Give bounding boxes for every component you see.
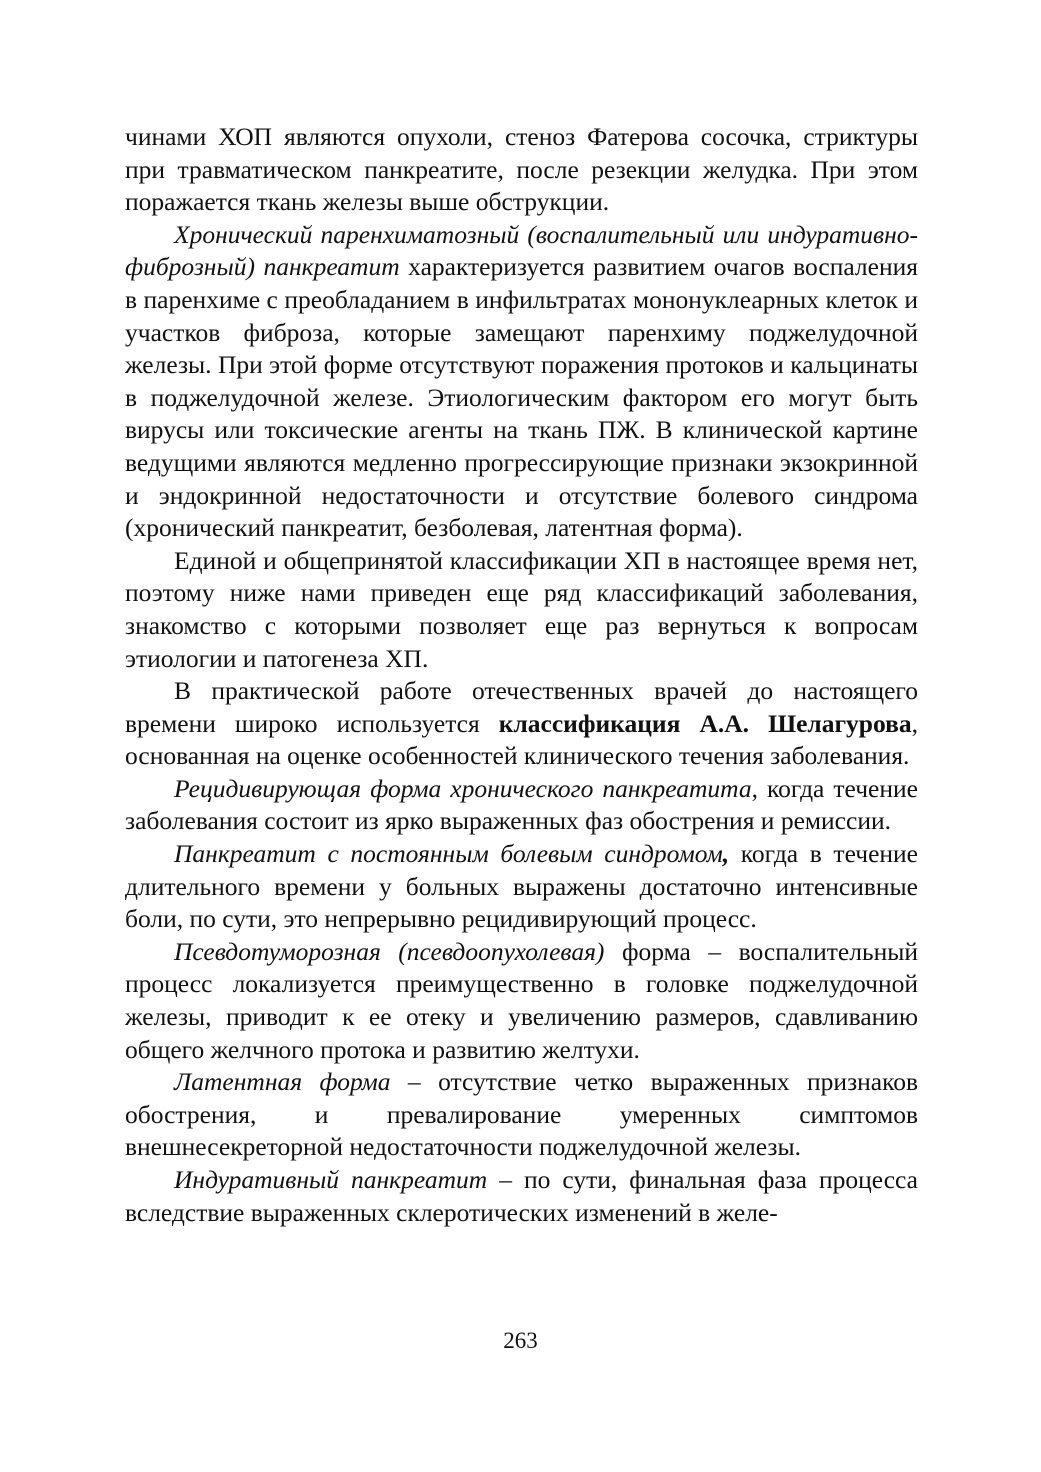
page-number: 263 xyxy=(503,1328,538,1353)
paragraph-4-run-1: В практической работе отечественных врачей до настоящего времени широко используется xyxy=(125,676,918,738)
paragraph-8 xyxy=(125,1066,918,1164)
paragraph-5 xyxy=(125,773,918,838)
paragraph-7-term: Псевдотуморозная (псевдоопухолевая) xyxy=(174,936,605,966)
paragraph-7 xyxy=(125,936,918,1066)
paragraph-6 xyxy=(125,838,918,936)
paragraph-5-term: Рецидивирующая форма хронического панкреатита xyxy=(174,773,752,803)
paragraph-9-run-2: – по сути, финальная фаза процесса вследствие выраженных склеротических изменений в желе- xyxy=(125,1165,918,1227)
paragraph-4-run-3: , основанная на оценке особенностей клинического течения заболевания. xyxy=(125,708,918,771)
paragraph-6-run-3: когда в течение длительного времени у больных выражены достаточно интенсивные боли, по сути, это непрерывно рецидивирующий процесс. xyxy=(125,839,919,934)
paragraph-8-term: Латентная форма xyxy=(174,1067,391,1097)
paragraph-3-run-1: Единой и общепринятой классификации ХП в настоящее время нет, поэтому ниже нами приведен еще ряд классификаций заболевания, знакомство с которыми позволяет еще раз вернуться к вопросам этиологии и патогенеза ХП. xyxy=(125,545,918,673)
paragraph-6-run-2: , xyxy=(722,839,730,869)
paragraph-2-run-2: характеризуется развитием очагов воспаления в паренхиме с преобладанием в инфильтратах мононуклеарных клеток и участков фиброза, которые замещают паренхиму поджелудочной железы. При этой форме отсутствуют поражения протоков и кальцинаты в поджелудочной железе. Этиологическим фактором его могут быть вирусы или токсические агенты на ткань ПЖ. В клинической картине ведущими являются медленно прогрессирующие признаки экзокринной и эндокринной недостаточности и отсутствие болевого синдрома (хронический панкреатит, безболевая, латентная форма). xyxy=(125,252,918,543)
paragraph-9-term: Индуративный панкреатит xyxy=(174,1165,488,1194)
paragraph-8-run-2: – отсутствие четко выраженных признаков обострения, и превалирование умеренных симптомов внешнесекреторной недостаточности поджелудочной железы. xyxy=(125,1067,918,1162)
paragraph-2 xyxy=(125,219,918,545)
paragraph-6-term: Панкреатит с постоянным болевым синдромом xyxy=(174,839,723,869)
paragraph-3 xyxy=(125,545,918,675)
paragraph-4 xyxy=(125,675,918,773)
paragraph-7-run-2: форма – воспалительный процесс локализуется преимущественно в головке поджелудочной железы, приводит к ее отеку и увеличению размеров, сдавливанию общего желчного протока и развитию желтухи. xyxy=(125,936,918,1064)
page-body xyxy=(125,121,918,1229)
paragraph-1 xyxy=(125,121,918,219)
paragraph-9 xyxy=(125,1164,918,1229)
paragraph-5-run-2: , когда течение заболевания состоит из ярко выраженных фаз обострения и ремиссии. xyxy=(125,773,918,836)
paragraph-2-term: Хронический паренхиматозный (воспалительный или индуративно-фиброзный) панкреатит xyxy=(125,219,918,282)
paragraph-4-bold-term: классификация А.А. Шелагурова xyxy=(498,708,912,738)
paragraph-1-run-1: чинами ХОП являются опухоли, стеноз Фатерова сосочка, стриктуры при травматическом панкреатите, после резекции желудка. При этом поражается ткань железы выше обструкции. xyxy=(125,122,918,217)
